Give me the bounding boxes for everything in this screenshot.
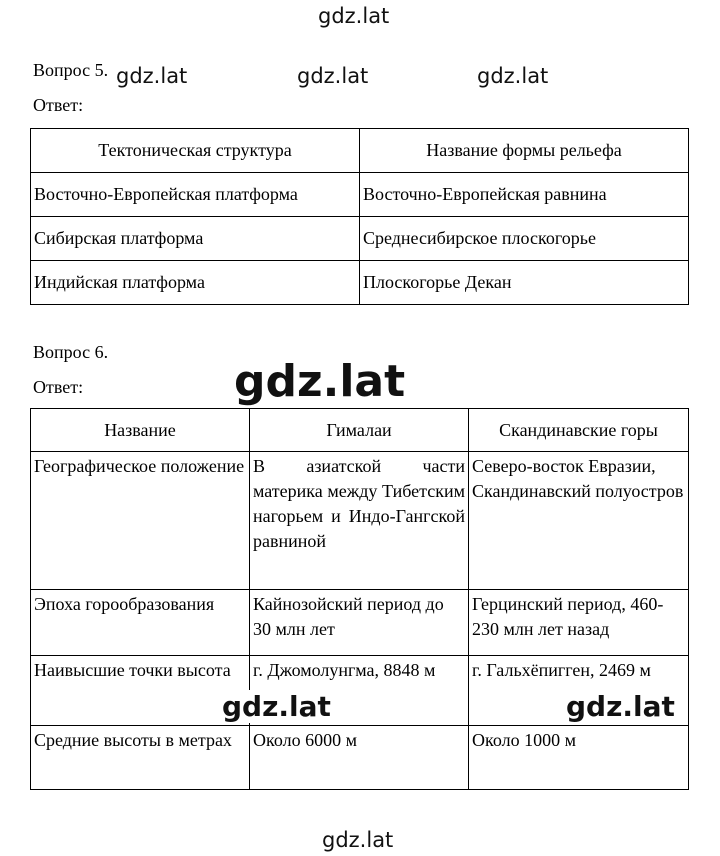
question-5-answer-label: Ответ: <box>33 95 84 115</box>
watermark-q5-2: gdz.lat <box>297 64 369 88</box>
watermark-large: gdz.lat <box>234 356 406 407</box>
table-row <box>31 452 689 590</box>
watermark-top: gdz.lat <box>318 4 390 28</box>
table-header-row <box>31 129 689 173</box>
table-cell: Индийская платформа <box>31 261 360 305</box>
table-header-row <box>31 409 689 452</box>
table-row <box>31 217 689 261</box>
table-cell: В азиатской части материка между Тибетским нагорьем и Индо-Гангской равниной <box>250 452 469 590</box>
watermark-mid-left: gdz.lat <box>222 690 331 723</box>
table-cell: Герцинский период, 460-230 млн лет назад <box>469 590 689 656</box>
header-relief-form: Название формы рельефа <box>360 129 689 173</box>
header-tectonic-structure: Тектоническая структура <box>31 129 360 173</box>
table-cell: Сибирская платформа <box>31 217 360 261</box>
table-row <box>31 261 689 305</box>
header-scandinavian-mountains: Скандинавские горы <box>469 409 689 452</box>
table-cell: г. Гальхёпигген, 2469 м <box>469 656 689 726</box>
table-cell: Среднесибирское плоскогорье <box>360 217 689 261</box>
watermark-q5-3: gdz.lat <box>477 64 549 88</box>
table-row <box>31 726 689 790</box>
question-5-title: Вопрос 5. <box>33 60 109 80</box>
watermark-mid-right: gdz.lat <box>566 690 675 723</box>
table-cell: Восточно-Европейская платформа <box>31 173 360 217</box>
relief-table <box>30 128 689 305</box>
table-cell: Около 1000 м <box>469 726 689 790</box>
question-6-answer-label: Ответ: <box>33 377 84 397</box>
question-6-title: Вопрос 6. <box>33 342 109 362</box>
table-cell: Средние высоты в метрах <box>31 726 250 790</box>
header-himalayas: Гималаи <box>250 409 469 452</box>
table-row <box>31 590 689 656</box>
table-cell: Кайнозойский период до 30 млн лет <box>250 590 469 656</box>
table-cell: Восточно-Европейская равнина <box>360 173 689 217</box>
watermark-bottom: gdz.lat <box>322 828 394 852</box>
table-row <box>31 173 689 217</box>
watermark-q5-1: gdz.lat <box>116 64 188 88</box>
table-cell: Северо-восток Евразии, Скандинавский полуостров <box>469 452 689 590</box>
table-cell: г. Джомолунгма, 8848 м <box>250 656 469 726</box>
header-name: Название <box>31 409 250 452</box>
table-cell: Плоскогорье Декан <box>360 261 689 305</box>
table-cell: Эпоха горообразования <box>31 590 250 656</box>
table-cell: Около 6000 м <box>250 726 469 790</box>
table-cell: Наивысшие точки высота <box>31 656 250 726</box>
mountains-table <box>30 408 689 790</box>
table-cell: Географическое положение <box>31 452 250 590</box>
